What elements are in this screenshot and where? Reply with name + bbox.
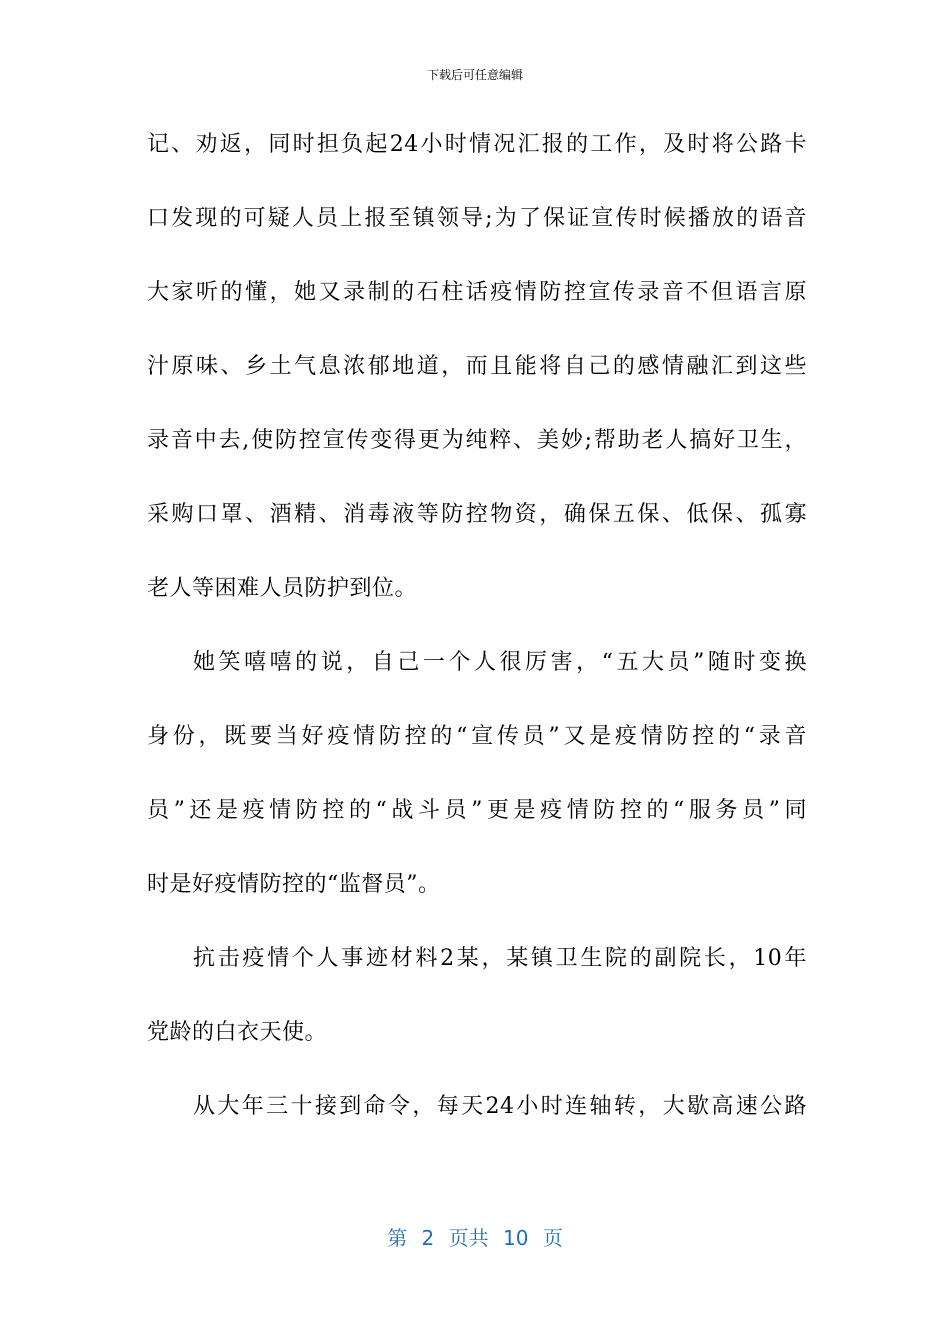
footer-ye: 页 — [542, 1226, 563, 1250]
text-line: 抗击疫情个人事迹材料2某，某镇卫生院的副院长，10年 — [193, 946, 807, 971]
text-line: 记、劝返，同时担负起24小时情况汇报的工作，及时将公路卡 — [147, 132, 807, 157]
footer-di: 第 — [387, 1226, 408, 1250]
text-line: 身份，既要当好疫情防控的“宣传员”又是疫情防控的“录音 — [147, 724, 807, 749]
text-line: 从大年三十接到命令，每天24小时连轴转，大歇高速公路 — [193, 1094, 807, 1119]
text-line: 员”还是疫情防控的“战斗员”更是疫情防控的“服务员”同 — [147, 798, 807, 823]
footer-total-pages: 10 — [503, 1226, 529, 1250]
document-body — [147, 123, 807, 1159]
text-line: 口发现的可疑人员上报至镇领导;为了保证宣传时候播放的语音 — [147, 206, 807, 231]
text-line: 党龄的白衣天使。 — [147, 1020, 328, 1045]
footer-ye-gong: 页共 — [448, 1226, 489, 1250]
page-header: 下载后可任意编辑 — [426, 68, 523, 82]
text-line: 她笑嘻嘻的说，自己一个人很厉害，“五大员”随时变换 — [193, 650, 807, 675]
text-line: 录音中去,使防控宣传变得更为纯粹、美妙;帮助老人搞好卫生， — [147, 428, 807, 453]
footer-current-page: 2 — [421, 1226, 435, 1250]
text-line: 时是好疫情防控的“监督员”。 — [147, 872, 441, 897]
text-line: 采购口罩、酒精、消毒液等防控物资，确保五保、低保、孤寡 — [147, 502, 807, 527]
page-footer — [0, 1224, 950, 1252]
text-line: 汁原味、乡土气息浓郁地道，而且能将自己的感情融汇到这些 — [147, 354, 807, 379]
text-line: 大家听的懂，她又录制的石柱话疫情防控宣传录音不但语言原 — [147, 280, 807, 305]
text-line: 老人等困难人员防护到位。 — [147, 576, 418, 601]
